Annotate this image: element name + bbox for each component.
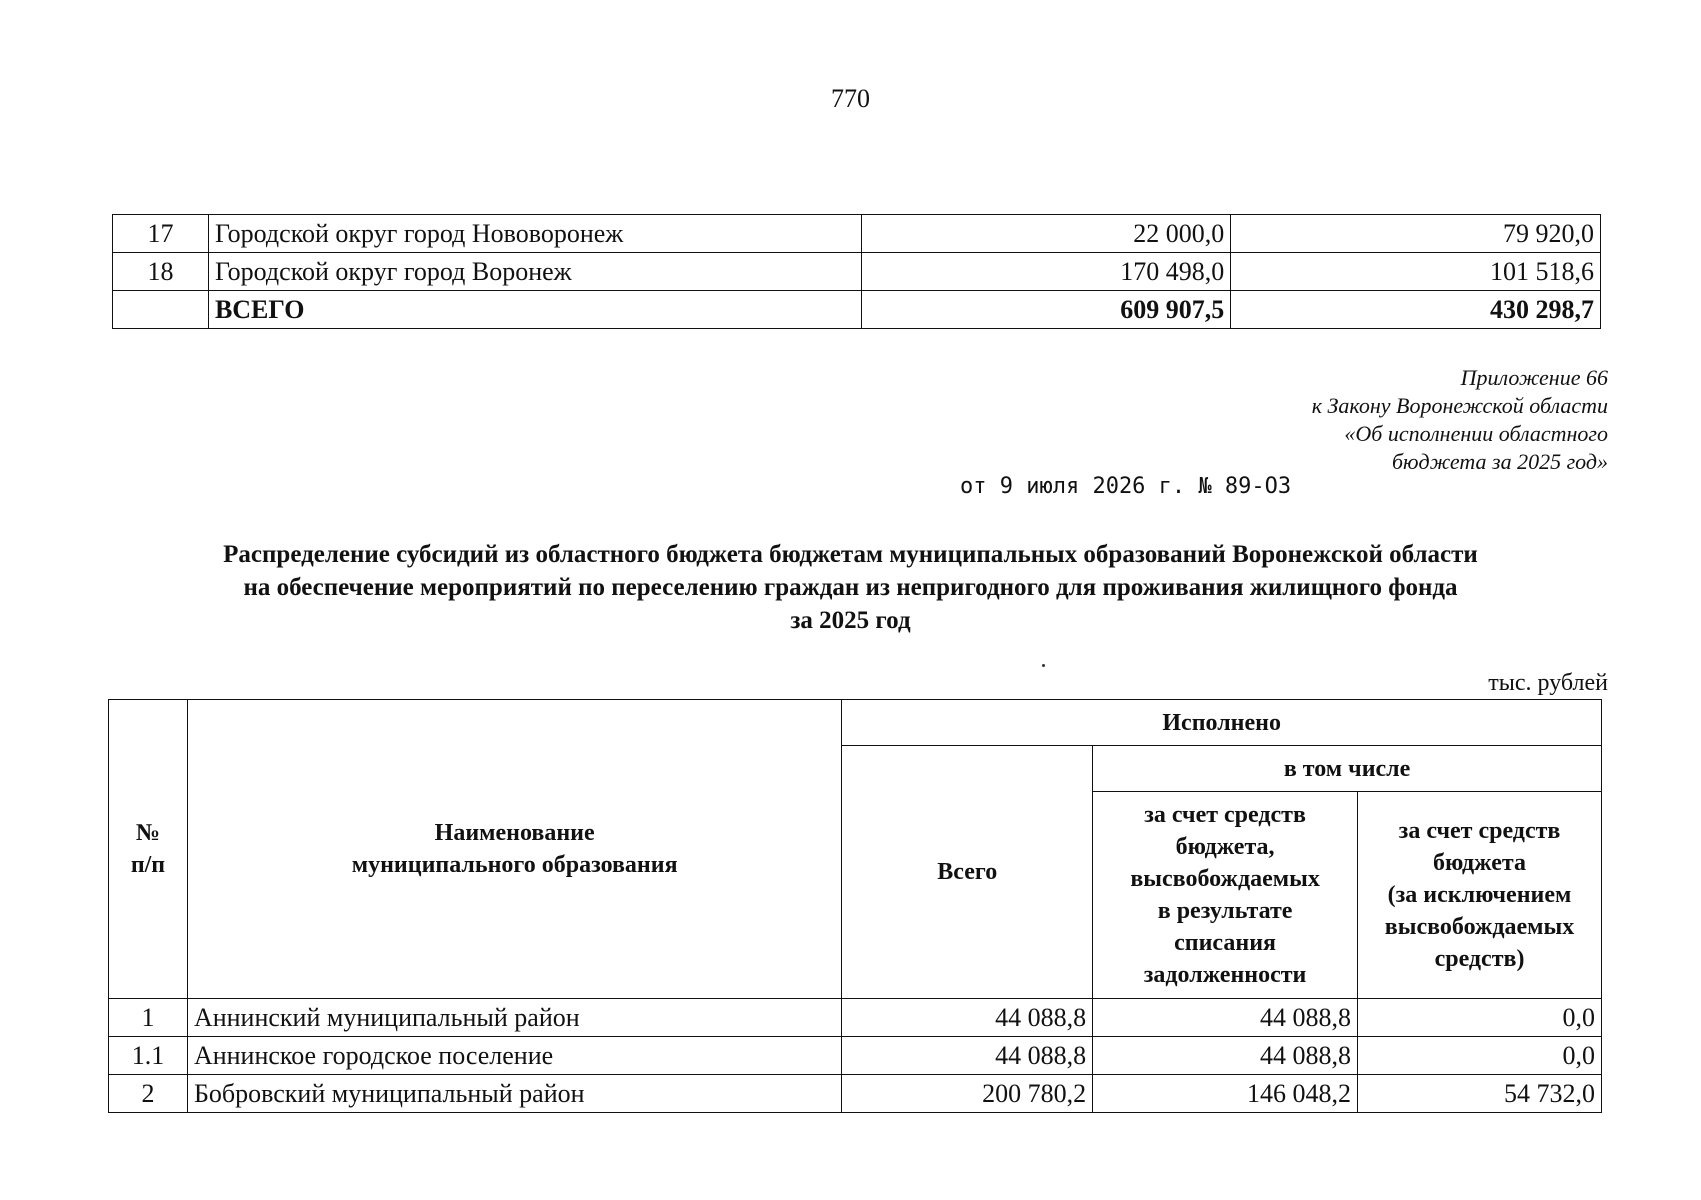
header-line: за счет средств — [1144, 802, 1306, 828]
municipality-name: Городской округ город Нововоронеж — [208, 215, 861, 253]
table-row — [109, 999, 1602, 1037]
value-total: 44 088,8 — [842, 999, 1093, 1037]
header-line: за счет средств — [1398, 818, 1561, 844]
header-line: средств) — [1434, 946, 1525, 972]
header-line: муниципального образования — [351, 852, 678, 878]
value-total: 200 780,2 — [842, 1075, 1093, 1113]
header-line: Наименование — [434, 820, 595, 846]
header-number — [109, 700, 188, 999]
header-line: списания — [1174, 930, 1277, 956]
total-label: ВСЕГО — [208, 291, 861, 329]
title-line: на обеспечение мероприятий по переселению граждан из непригодного для проживания жилищного фонда — [243, 574, 1458, 601]
table-row — [113, 215, 1601, 253]
continuation-table — [112, 214, 1601, 329]
header-line: высвобождаемых — [1130, 866, 1320, 892]
municipality-name: Бобровский муниципальный район — [187, 1075, 841, 1113]
row-number: 2 — [109, 1075, 188, 1113]
header-total: Всего — [842, 746, 1093, 999]
value-cell: 170 498,0 — [861, 253, 1231, 291]
header-line: высвобождаемых — [1384, 914, 1575, 940]
value-debt-writeoff: 146 048,2 — [1093, 1075, 1358, 1113]
header-line: № — [135, 820, 161, 846]
value-debt-writeoff: 44 088,8 — [1093, 999, 1358, 1037]
annex-reference — [1312, 364, 1608, 476]
row-number: 1.1 — [109, 1037, 188, 1075]
header-col-other-funds — [1358, 792, 1602, 999]
row-number — [113, 291, 209, 329]
subsidy-distribution-table — [108, 699, 1602, 1113]
annex-line: бюджета за 2025 год» — [1391, 449, 1608, 474]
header-line: бюджета — [1433, 850, 1526, 876]
value-other-funds: 0,0 — [1358, 999, 1602, 1037]
row-number: 18 — [113, 253, 209, 291]
title-line: за 2025 год — [790, 607, 911, 634]
value-debt-writeoff: 44 088,8 — [1093, 1037, 1358, 1075]
header-line: (за исключением — [1387, 882, 1572, 908]
header-line: в результате — [1157, 898, 1293, 924]
header-col-debt-writeoff — [1093, 792, 1358, 999]
table-row — [109, 1075, 1602, 1113]
units-label: тыс. рублей — [1488, 670, 1608, 696]
value-other-funds: 0,0 — [1358, 1037, 1602, 1075]
law-date-stamp: от 9 июля 2026 г. № 89-ОЗ — [960, 474, 1292, 499]
page-number: 770 — [831, 84, 870, 113]
table-row — [113, 253, 1601, 291]
total-value: 430 298,7 — [1231, 291, 1601, 329]
header-line: п/п — [130, 852, 166, 878]
header-line: бюджета, — [1175, 834, 1275, 860]
annex-line: к Закону Воронежской области — [1311, 393, 1608, 418]
value-cell: 22 000,0 — [861, 215, 1231, 253]
row-number: 17 — [113, 215, 209, 253]
municipality-name: Аннинский муниципальный район — [187, 999, 841, 1037]
header-executed: Исполнено — [842, 700, 1602, 746]
title-line: Распределение субсидий из областного бюджета бюджетам муниципальных образований Воронежской области — [223, 541, 1478, 568]
scan-speck — [1042, 664, 1045, 667]
municipality-name: Городской округ город Воронеж — [208, 253, 861, 291]
municipality-name: Аннинское городское поселение — [187, 1037, 841, 1075]
value-cell: 79 920,0 — [1231, 215, 1601, 253]
table-row — [109, 1037, 1602, 1075]
document-title — [0, 538, 1701, 637]
annex-line: Приложение 66 — [1460, 365, 1608, 390]
value-total: 44 088,8 — [842, 1037, 1093, 1075]
header-row — [109, 700, 1602, 746]
header-name — [187, 700, 841, 999]
header-line: задолженности — [1143, 962, 1307, 988]
total-value: 609 907,5 — [861, 291, 1231, 329]
value-cell: 101 518,6 — [1231, 253, 1601, 291]
row-number: 1 — [109, 999, 188, 1037]
header-including: в том числе — [1093, 746, 1602, 792]
value-other-funds: 54 732,0 — [1358, 1075, 1602, 1113]
annex-line: «Об исполнении областного — [1344, 421, 1608, 446]
total-row — [113, 291, 1601, 329]
